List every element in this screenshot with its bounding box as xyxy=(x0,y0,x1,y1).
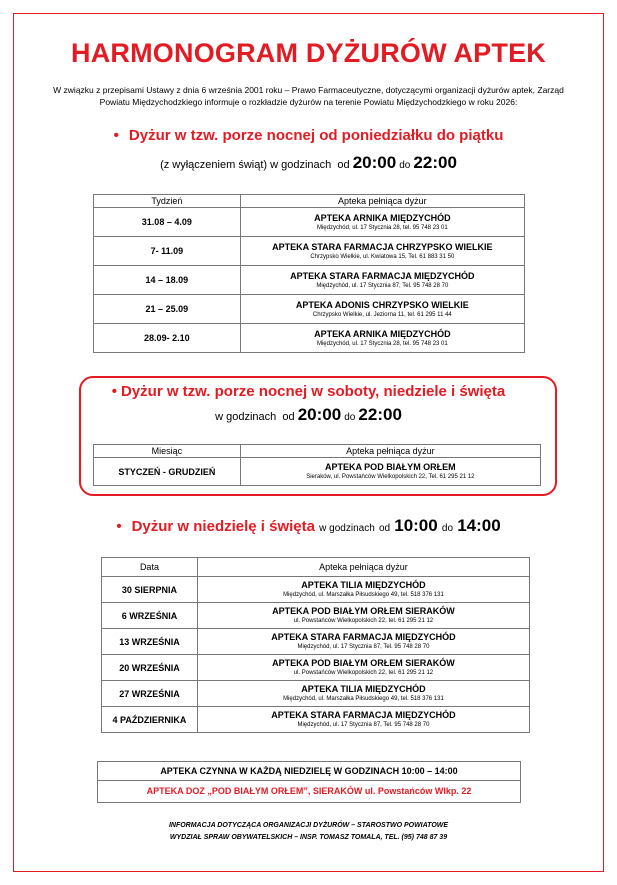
sunday-open-box xyxy=(97,761,521,803)
table-row xyxy=(102,603,530,629)
col-header-pharmacy: Apteka pełniąca dyżur xyxy=(240,195,524,208)
hours-prefix: (z wyłączeniem świąt) w godzinach xyxy=(160,159,332,171)
hours-from: 20:00 xyxy=(297,405,342,424)
hours-od: od xyxy=(337,159,350,171)
col-header-month: Miesiąc xyxy=(94,445,241,458)
pharmacy-name: APTEKA STARA FARMACJA MIĘDZYCHÓD xyxy=(271,710,456,720)
row-period: 21 – 25.09 xyxy=(94,295,241,324)
bullet-icon: • xyxy=(111,383,117,400)
pharmacy-name: APTEKA TILIA MIĘDZYCHÓD xyxy=(301,580,426,590)
hours-prefix: w godzinach xyxy=(215,411,277,423)
hours-from: 20:00 xyxy=(352,153,397,172)
col-header-week: Tydzień xyxy=(94,195,241,208)
table-header-row xyxy=(94,195,525,208)
sunday-schedule-table xyxy=(101,557,530,733)
hours-od: od xyxy=(378,523,391,534)
pharmacy-name: APTEKA STARA FARMACJA CHRZYPSKO WIELKIE xyxy=(272,241,493,252)
sunday-open-pharmacy: APTEKA DOZ „POD BIAŁYM ORŁEM”, SIERAKÓW ul. Powstańców Wlkp. 22 xyxy=(146,786,472,796)
row-period: 28.09- 2.10 xyxy=(94,324,241,353)
footer-info xyxy=(0,820,617,844)
pharmacy-name: APTEKA ADONIS CHRZYPSKO WIELKIE xyxy=(295,299,469,310)
table-header-row xyxy=(94,445,541,458)
pharmacy-address: ul. Powstańców Wielkopolskich 22, tel. 61 295 21 12 xyxy=(293,618,434,624)
row-pharmacy xyxy=(240,324,524,353)
table-header-row xyxy=(102,558,530,577)
table-row xyxy=(94,237,525,266)
hours-to: 14:00 xyxy=(457,516,501,535)
table-row xyxy=(102,629,530,655)
pharmacy-address: Międzychód, ul. 17 Stycznia 28, tel. 95 748 23 01 xyxy=(316,340,448,347)
hours-prefix: w godzinach xyxy=(319,523,375,534)
table-row xyxy=(102,707,530,733)
row-period: 13 WRZEŚNIA xyxy=(102,629,198,655)
hours-do: do xyxy=(344,412,356,423)
pharmacy-address: Międzychód, ul. 17 Stycznia 87, Tel. 95 748 28 70 xyxy=(316,282,449,289)
hours-do: do xyxy=(399,160,411,171)
pharmacy-address: Międzychód, ul. 17 Stycznia 87, Tel. 95 748 28 70 xyxy=(297,722,430,728)
row-period: 31.08 – 4.09 xyxy=(94,208,241,237)
row-period: 27 WRZEŚNIA xyxy=(102,681,198,707)
col-header-pharmacy: Apteka pełniąca dyżur xyxy=(240,445,540,458)
table-row xyxy=(94,208,525,237)
pharmacy-address: Międzychód, ul. Marszałka Piłsudskiego 49, tel. 518 376 131 xyxy=(283,696,444,702)
weekend-schedule-table xyxy=(93,444,541,486)
row-period: 20 WRZEŚNIA xyxy=(102,655,198,681)
row-pharmacy xyxy=(240,266,524,295)
pharmacy-name: APTEKA ARNIKA MIĘDZYCHÓD xyxy=(314,328,451,339)
row-pharmacy xyxy=(197,681,529,707)
footer-line1: INFORMACJA DOTYCZĄCA ORGANIZACJI DYŻURÓW – STAROSTWO POWIATOWE xyxy=(168,822,449,829)
col-header-date: Data xyxy=(102,558,198,577)
row-period: 7- 11.09 xyxy=(94,237,241,266)
col-header-pharmacy: Apteka pełniąca dyżur xyxy=(197,558,529,577)
bullet-icon: • xyxy=(116,518,122,535)
row-pharmacy xyxy=(240,458,540,486)
section3-heading-text: Dyżur w niedzielę i święta xyxy=(131,518,315,535)
pharmacy-address: Międzychód, ul. Marszałka Piłsudskiego 49, tel. 518 376 131 xyxy=(283,592,444,598)
section1-heading xyxy=(0,127,617,144)
section2-heading-text: Dyżur w tzw. porze nocnej w soboty, niedziele i święta xyxy=(121,383,506,400)
row-pharmacy xyxy=(240,295,524,324)
pharmacy-name: APTEKA STARA FARMACJA MIĘDZYCHÓD xyxy=(271,632,456,642)
bullet-icon: • xyxy=(113,127,119,144)
row-pharmacy xyxy=(197,603,529,629)
pharmacy-name: APTEKA ARNIKA MIĘDZYCHÓD xyxy=(314,212,451,223)
row-pharmacy xyxy=(197,707,529,733)
row-period: 4 PAŹDZIERNIKA xyxy=(102,707,198,733)
table-row xyxy=(102,681,530,707)
intro-text: W związku z przepisami Ustawy z dnia 6 września 2001 roku – Prawo Farmaceutyczne, dotyczącymi organizacji dyżurów aptek, Zarząd Powiatu Międzychodzkiego informuje o rozkładzie dyżurów na terenie Powiatu Międzychodzkiego w roku 2026: xyxy=(53,85,564,107)
section3-heading xyxy=(0,516,617,536)
row-pharmacy xyxy=(197,629,529,655)
table-row xyxy=(102,655,530,681)
table-row xyxy=(102,577,530,603)
weekday-schedule-table xyxy=(93,194,525,353)
row-period: STYCZEŃ - GRUDZIEŃ xyxy=(94,458,241,486)
hours-from: 10:00 xyxy=(394,516,438,535)
pharmacy-name: APTEKA POD BIAŁYM ORŁEM xyxy=(325,462,456,472)
table-row xyxy=(94,295,525,324)
hours-to: 22:00 xyxy=(413,153,457,172)
pharmacy-address: Międzychód, ul. 17 Stycznia 87, Tel. 95 748 28 70 xyxy=(297,644,430,650)
section2-heading xyxy=(0,383,617,400)
pharmacy-address: ul. Powstańców Wielkopolskich 22, tel. 61 295 21 12 xyxy=(293,670,434,676)
row-pharmacy xyxy=(197,577,529,603)
pharmacy-name: APTEKA STARA FARMACJA MIĘDZYCHÓD xyxy=(290,270,475,281)
pharmacy-name: APTEKA POD BIAŁYM ORŁEM SIERAKÓW xyxy=(272,658,455,668)
pharmacy-name: APTEKA POD BIAŁYM ORŁEM SIERAKÓW xyxy=(272,606,455,616)
table-row xyxy=(94,458,541,486)
row-period: 14 – 18.09 xyxy=(94,266,241,295)
footer-line2: WYDZIAŁ SPRAW OBYWATELSKICH – INSP. TOMASZ TOMALA, TEL. (95) 748 87 39 xyxy=(169,834,448,841)
row-pharmacy xyxy=(197,655,529,681)
table-row xyxy=(94,266,525,295)
hours-to: 22:00 xyxy=(358,405,402,424)
row-pharmacy xyxy=(240,237,524,266)
pharmacy-address: Chrzypsko Wielkie, ul. Kwiatowa 15, Tel. 61 883 31 50 xyxy=(310,253,455,260)
section1-hours xyxy=(0,153,617,173)
table-row xyxy=(94,324,525,353)
row-period: 6 WRZEŚNIA xyxy=(102,603,198,629)
pharmacy-address: Sieraków, ul. Powstańców Wielkopolskich 22, Tel. 61 295 21 12 xyxy=(306,474,475,480)
pharmacy-address: Międzychód, ul. 17 Stycznia 28, tel. 95 748 23 01 xyxy=(316,224,448,231)
section2-hours xyxy=(0,405,617,425)
sunday-open-line: APTEKA CZYNNA W KAŻDĄ NIEDZIELĘ W GODZINACH 10:00 – 14:00 xyxy=(98,762,520,781)
pharmacy-name: APTEKA TILIA MIĘDZYCHÓD xyxy=(301,684,426,694)
page-title: HARMONOGRAM DYŻURÓW APTEK xyxy=(71,38,546,68)
row-pharmacy xyxy=(240,208,524,237)
hours-od: od xyxy=(282,411,295,423)
row-period: 30 SIERPNIA xyxy=(102,577,198,603)
hours-do: do xyxy=(441,523,454,534)
section1-heading-text: Dyżur w tzw. porze nocnej od poniedziałku do piątku xyxy=(128,127,504,144)
pharmacy-address: Chrzypsko Wielkie, ul. Jeziorna 11, tel. 61 295 11 44 xyxy=(312,311,452,318)
